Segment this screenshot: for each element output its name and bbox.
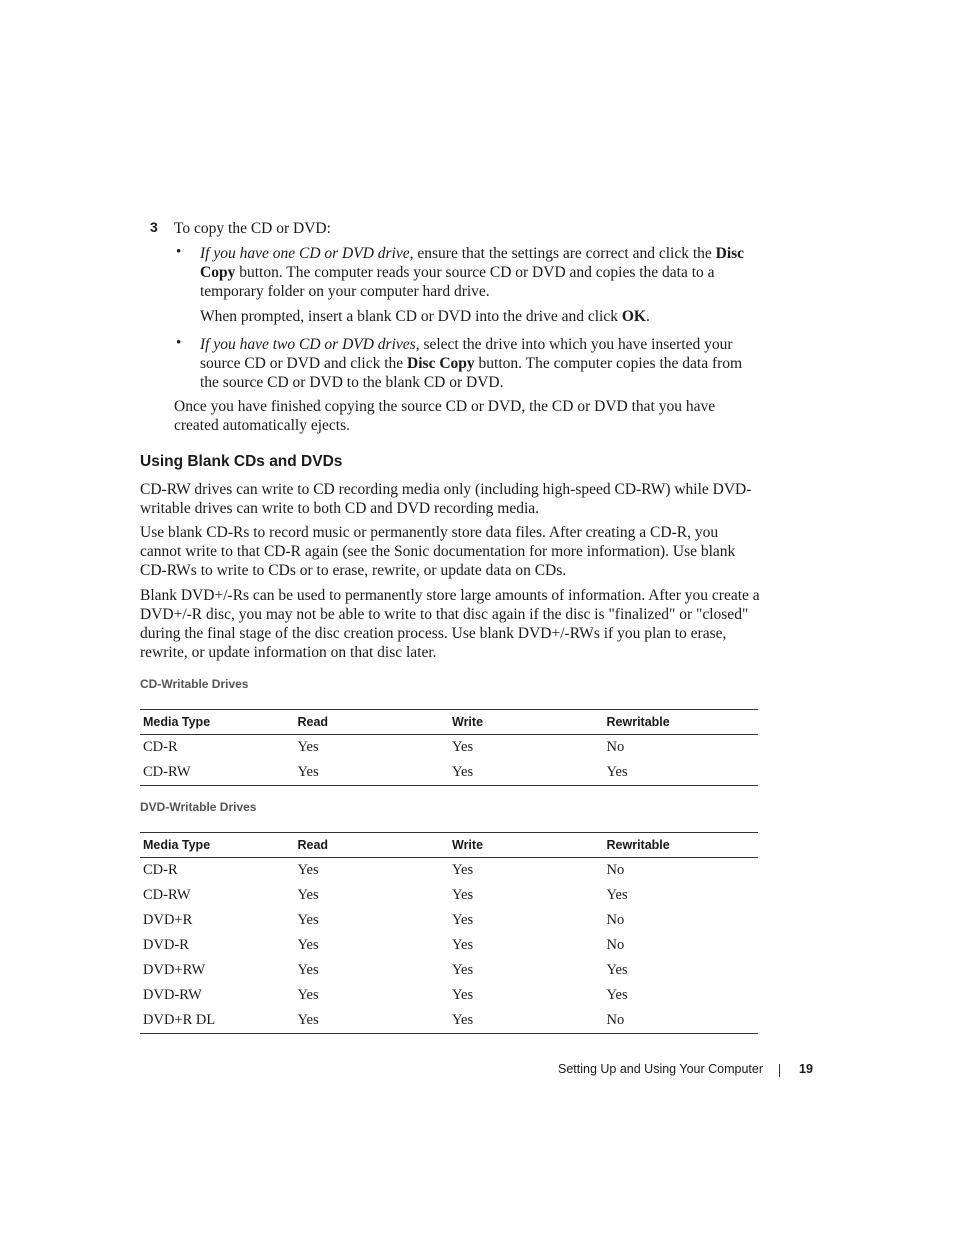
bullet-item-two-drives	[200, 335, 760, 392]
cd-writable-table	[140, 709, 758, 786]
table-header-row	[140, 833, 758, 858]
table-cell: Yes	[297, 987, 319, 1003]
paragraph: CD-RW drives can write to CD recording media only (including high-speed CD-RW) while DVD-writable drives can write to both CD and DVD recording media.	[140, 481, 752, 517]
table-cell: Yes	[295, 1008, 450, 1034]
step-text: To copy the CD or DVD:	[174, 220, 331, 237]
paragraph: Use blank CD-Rs to record music or permanently store data files. After creating a CD-R, you cannot write to that CD-R again (see the Sonic documentation for more information). Use blank CD-RWs to write to CDs or to erase, rewrite, or update data on CDs.	[140, 524, 736, 579]
table-cell: Yes	[297, 862, 319, 878]
table-cell: CD-R	[143, 862, 178, 878]
column-header: Read	[295, 833, 450, 858]
table-cell: DVD-R	[143, 937, 189, 953]
table-row	[140, 883, 758, 908]
footer-title: Setting Up and Using Your Computer	[558, 1062, 763, 1076]
table-cell: No	[606, 937, 625, 953]
bullet-text: , ensure that the settings are correct and click the	[409, 245, 716, 262]
table-cell: No	[604, 1008, 759, 1034]
dvd-writable-table	[140, 832, 758, 1034]
column-header: Read	[295, 710, 450, 735]
bullet-item-one-drive	[200, 244, 760, 301]
table-cell: DVD+R	[143, 912, 193, 928]
bullet-symbol: •	[176, 335, 182, 351]
table-cell: DVD+RW	[143, 962, 206, 978]
column-header: Media Type	[140, 833, 295, 858]
table-cell: CD-RW	[143, 887, 191, 903]
column-header: Write	[449, 710, 604, 735]
table-cell: Yes	[297, 962, 319, 978]
footer-divider	[779, 1064, 780, 1077]
table-cell: Yes	[295, 760, 450, 786]
note-text: .	[645, 308, 650, 325]
table-row	[140, 983, 758, 1008]
table-cell: Yes	[297, 739, 319, 755]
table-cell: DVD+R DL	[140, 1008, 295, 1034]
table-cell: Yes	[452, 887, 474, 903]
column-header: Rewritable	[604, 833, 759, 858]
table-row	[140, 908, 758, 933]
table-cell: No	[606, 739, 625, 755]
table-caption: DVD-Writable Drives	[140, 800, 257, 814]
table-cell: Yes	[606, 987, 628, 1003]
column-header: Write	[449, 833, 604, 858]
bullet-lead: If you have two CD or DVD drives	[200, 336, 416, 353]
table-cell: Yes	[297, 937, 319, 953]
table-row	[140, 858, 758, 884]
table-header-row	[140, 710, 758, 735]
table-cell: Yes	[604, 760, 759, 786]
table-cell: No	[606, 862, 625, 878]
bullet-symbol: •	[176, 244, 182, 260]
table-cell: No	[606, 912, 625, 928]
ui-term: Disc Copy	[200, 245, 745, 281]
table-cell: Yes	[452, 987, 474, 1003]
ui-term: OK	[621, 308, 646, 325]
table-row	[140, 735, 758, 761]
table-cell: Yes	[606, 887, 628, 903]
note-text: When prompted, insert a blank CD or DVD into the drive and click	[200, 308, 622, 325]
table-cell: DVD-RW	[143, 987, 202, 1003]
table-cell: Yes	[449, 760, 604, 786]
bullet-text: button. The computer copies the data from the source CD or DVD to the blank CD or DVD.	[200, 355, 743, 391]
table-cell: Yes	[606, 962, 628, 978]
table-cell: CD-RW	[140, 760, 295, 786]
bullet-text: button. The computer reads your source CD or DVD and copies the data to a temporary folder on your computer hard drive.	[200, 264, 715, 300]
page-number: 19	[799, 1062, 813, 1076]
finish-text: Once you have finished copying the source CD or DVD, the CD or DVD that you have created automatically ejects.	[174, 398, 716, 434]
ui-term: Disc Copy	[407, 355, 475, 372]
table-row	[140, 1008, 758, 1034]
paragraph: Blank DVD+/-Rs can be used to permanently store large amounts of information. After you create a DVD+/-R disc, you may not be able to write to that disc again if the disc is "finalized" or "closed" during the final stage of the disc creation process. Use blank DVD+/-RWs if you plan to erase, rewrite, or update information on that disc later.	[140, 587, 760, 661]
table-cell: Yes	[452, 912, 474, 928]
bullet-lead: If you have one CD or DVD drive	[200, 245, 410, 262]
table-cell: CD-R	[143, 739, 178, 755]
column-header: Media Type	[140, 710, 295, 735]
bullet-note	[200, 307, 760, 326]
bullet-text: , select the drive into which you have inserted your source CD or DVD and click the	[200, 336, 733, 372]
section-heading: Using Blank CDs and DVDs	[140, 453, 343, 470]
table-cell: Yes	[452, 937, 474, 953]
table-row	[140, 760, 758, 786]
column-header: Rewritable	[604, 710, 759, 735]
table-cell: Yes	[449, 1008, 604, 1034]
step-number: 3	[150, 219, 158, 235]
table-cell: Yes	[452, 962, 474, 978]
table-row	[140, 933, 758, 958]
table-row	[140, 958, 758, 983]
table-cell: Yes	[297, 887, 319, 903]
table-cell: Yes	[452, 862, 474, 878]
table-caption: CD-Writable Drives	[140, 677, 249, 691]
table-cell: Yes	[297, 912, 319, 928]
table-cell: Yes	[452, 739, 474, 755]
